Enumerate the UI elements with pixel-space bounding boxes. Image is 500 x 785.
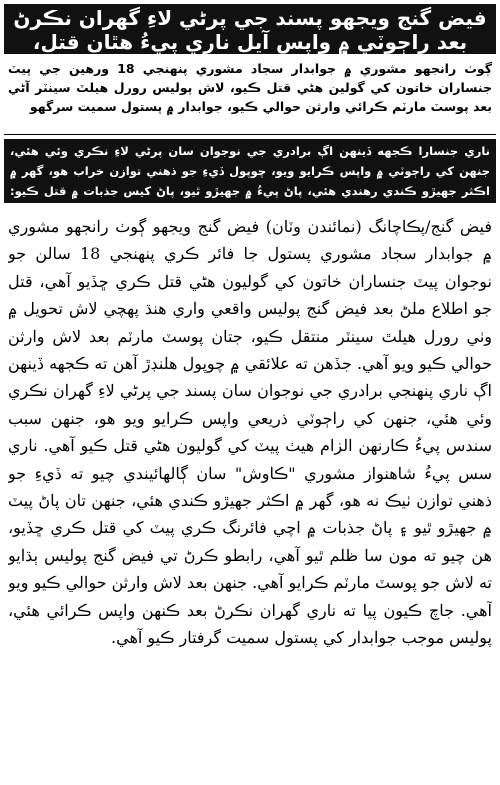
article-body: فيض گنج/پڪاچانگ (نمائندن وٽان) فيض گنج ويجهو ڳوٺ رانجهو مشوري ۾ جوابدار سجاد مشوري پستول جا فائر ڪري پنهنجي 18 سالن جو نوجوان پيٽ جنساران خاتون کي گوليون هڻي قتل ڪري ڇڏيو آهي، قتل جو اطلاع ملڻ بعد فيض گنج پوليس واقعي واري هنڌ پهچي لاش تحويل ۾ وٺي رورل هيلٿ سينٽر منتقل ڪيو، جتان پوسٽ مارٽم بعد لاش وارثن حوالي ڪيو ويو آهي. جڏهن ته علائقي ۾ چوپول هلنڊڙ آهن ته ڪجهه ڏينهن اڳ ناري پنهنجي برادري جي نوجوان سان پسند جي پرڻي لاءِ گهران نڪري وئي هئي، جنهن کي راڄوٽي ذريعي واپس ڪرايو ويو هو، جنهن سبب سندس پيءُ ڪارنهن الزام هيٺ پيٽ کي گوليون هڻي قتل ڪيو آهي. ناري سس پيءُ شاهنواز مشوري "ڪاوش" سان ڳالهائيندي چيو ته ڏيءِ جو ذهني توازن ٺيڪ نه هو، گهر ۾ اڪثر جهيڙو ڪندي هئي، جنهن تان پاڻ پيٽ ۾ جهيڙو ٿيو ۽ پاڻ جذبات ۾ اچي فائرنگ ڪري پيٽ کي قتل ڪري ڇڏيو، هن چيو ته مون سا ظلم ٿيو آهي، رابطو ڪرڻ تي فيض گنج پوليس ٻڌايو ته لاش جو پوسٽ مارٽم ڪرايو آهي. جنهن بعد لاش وارثن حوالي ڪيو ويو آهي. جاچ ڪيون پيا ته ناري گهران نڪرڻ بعد ڪنهن واپس ڪرائي هئي، پوليس موجب جوابدار کي پستول سميت گرفتار ڪيو آهي. bbox=[8, 217, 492, 648]
highlight-strip: ناري جنسارا ڪجهه ڏينهن اڳ برادري جي نوجوان سان پرڻي لاءِ نڪري وئي هئي، جنهن کي راڄوٽي ۾ واپس ڪرايو ويو، چوپول ڏيءِ جو ذهني توازن خراب هو، گهر ۾ اڪثر جهيڙو ڪندي رهندي هئي، پاڻ پيءُ ۾ جهيڙو ٿيو، پاڻ کيس جذبات ۾ قتل ڪيو: bbox=[4, 139, 496, 203]
subheadline: ڳوٺ رانجهو مشوري ۾ جوابدار سجاد مشوري پنهنجي 18 ورهين جي پيٽ جنساران خاتون کي گولين هڻي قتل ڪيو، لاش پوليس رورل هيلٿ سينٽر آڻي بعد پوسٽ مارٽم ڪرائي وارثن حوالي ڪيو، جوابدار ۾ پستول سميت سرگهو bbox=[4, 57, 496, 135]
headline: فيض گنج ويجهو پسند جي پرڻي لاءِ گهران نڪرڻ بعد راڄوٽي ۾ واپس آيل ناري پيءُ هٿان قتل، bbox=[4, 4, 496, 54]
